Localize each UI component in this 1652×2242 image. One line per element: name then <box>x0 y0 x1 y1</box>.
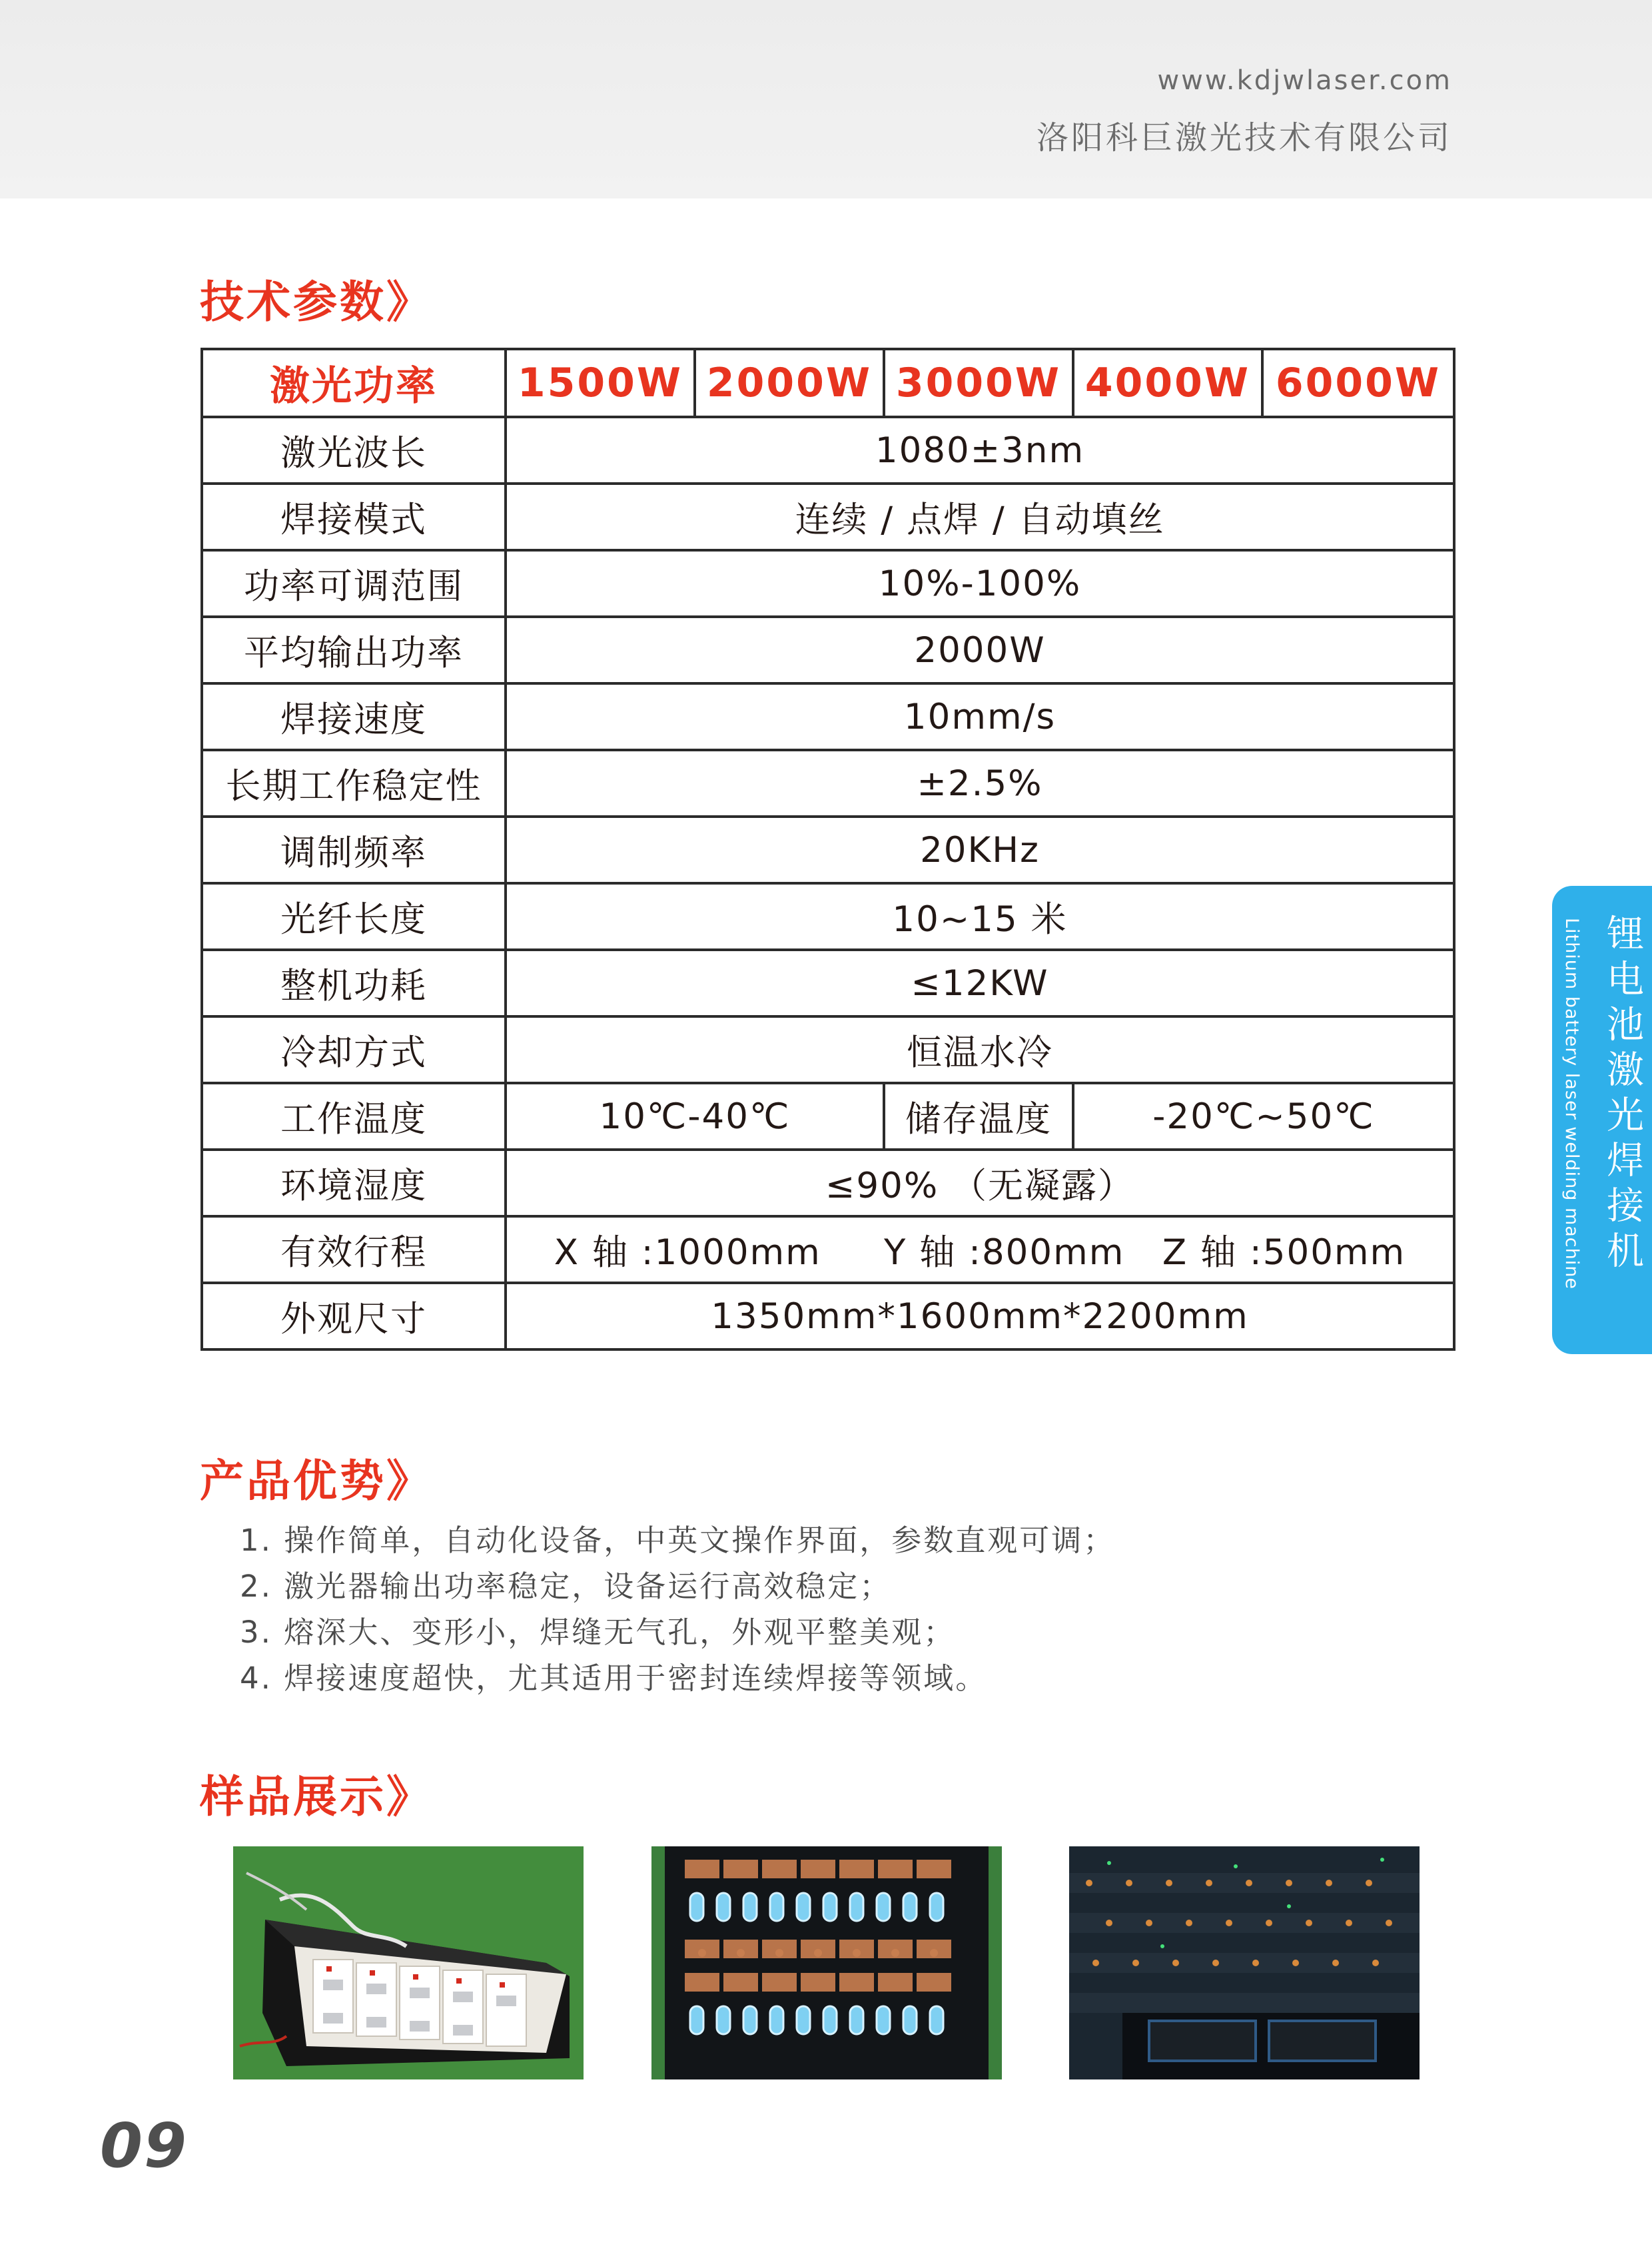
list-item: 3. 熔深大、变形小，焊缝无气孔，外观平整美观； <box>240 1615 956 1650</box>
table-row <box>202 683 1454 750</box>
table-row <box>202 1216 1454 1283</box>
table-row <box>202 817 1454 883</box>
row-value: ±2.5% <box>506 750 1454 817</box>
side-tab-subtitle: Lithium battery laser welding machine <box>1561 918 1582 1290</box>
row-label: 平均输出功率 <box>202 617 506 683</box>
row-label: 焊接模式 <box>202 484 506 550</box>
row-value: X 轴 :1000mm Y 轴 :800mm Z 轴 :500mm <box>506 1216 1454 1283</box>
website-url[interactable]: www.kdjwlaser.com <box>1157 65 1452 96</box>
row-value: 20KHz <box>506 817 1454 883</box>
spec-table <box>201 348 1455 1351</box>
power-option-6000w: 6000W <box>1262 349 1454 417</box>
row-value: 1080±3nm <box>506 417 1454 484</box>
row-label: 焊接速度 <box>202 683 506 750</box>
row-value: ≤12KW <box>506 950 1454 1016</box>
row-label: 调制频率 <box>202 817 506 883</box>
table-row <box>202 417 1454 484</box>
row-label: 光纤长度 <box>202 883 506 950</box>
page-number: 09 <box>100 2110 189 2181</box>
row-label: 整机功耗 <box>202 950 506 1016</box>
table-row <box>202 750 1454 817</box>
list-item: 1. 操作简单，自动化设备，中英文操作界面，参数直观可调； <box>240 1523 1116 1558</box>
row-value: ≤90% （无凝露） <box>506 1150 1454 1216</box>
row-label: 冷却方式 <box>202 1016 506 1083</box>
row-value: 2000W <box>506 617 1454 683</box>
sample-image-battery-array <box>1069 1846 1420 2079</box>
sample-image-busbar-modules <box>651 1846 1002 2079</box>
advantages-section-title: 产品优势》 <box>200 1455 433 1507</box>
row-value: 1350mm*1600mm*2200mm <box>506 1283 1454 1349</box>
sample-image-battery-pack <box>233 1846 584 2079</box>
table-row <box>202 1283 1454 1349</box>
row-label: 外观尺寸 <box>202 1283 506 1349</box>
row-value: 10%-100% <box>506 550 1454 617</box>
row-value: 恒温水冷 <box>506 1016 1454 1083</box>
spec-header-row <box>202 349 1454 417</box>
row-label: 环境湿度 <box>202 1150 506 1216</box>
power-option-1500w: 1500W <box>506 349 695 417</box>
table-row <box>202 883 1454 950</box>
power-option-4000w: 4000W <box>1073 349 1262 417</box>
work-temp-value: 10℃-40℃ <box>506 1083 884 1150</box>
table-row <box>202 1150 1454 1216</box>
company-name: 洛阳科巨激光技术有限公司 <box>1036 119 1452 157</box>
power-header-label: 激光功率 <box>202 349 506 417</box>
row-label: 长期工作稳定性 <box>202 750 506 817</box>
row-label: 激光波长 <box>202 417 506 484</box>
row-label: 工作温度 <box>202 1083 506 1150</box>
storage-temp-value: -20℃~50℃ <box>1073 1083 1454 1150</box>
header-band <box>0 0 1652 198</box>
power-option-3000w: 3000W <box>884 349 1073 417</box>
row-value: 连续 / 点焊 / 自动填丝 <box>506 484 1454 550</box>
table-row <box>202 617 1454 683</box>
row-value: 10~15 米 <box>506 883 1454 950</box>
temperature-row <box>202 1083 1454 1150</box>
samples-section-title: 样品展示》 <box>200 1771 433 1822</box>
list-item: 2. 激光器输出功率稳定，设备运行高效稳定； <box>240 1569 892 1604</box>
table-row <box>202 1016 1454 1083</box>
table-row <box>202 950 1454 1016</box>
side-tab-title: 锂电池激光焊接机 <box>1601 914 1644 1276</box>
list-item: 4. 焊接速度超快，尤其适用于密封连续焊接等领域。 <box>240 1661 988 1696</box>
row-label: 有效行程 <box>202 1216 506 1283</box>
specs-section-title: 技术参数》 <box>200 276 433 328</box>
table-row <box>202 550 1454 617</box>
row-label: 功率可调范围 <box>202 550 506 617</box>
table-row <box>202 484 1454 550</box>
storage-temp-label: 储存温度 <box>884 1083 1073 1150</box>
row-value: 10mm/s <box>506 683 1454 750</box>
advantages-list <box>240 1517 1115 1701</box>
power-option-2000w: 2000W <box>695 349 884 417</box>
